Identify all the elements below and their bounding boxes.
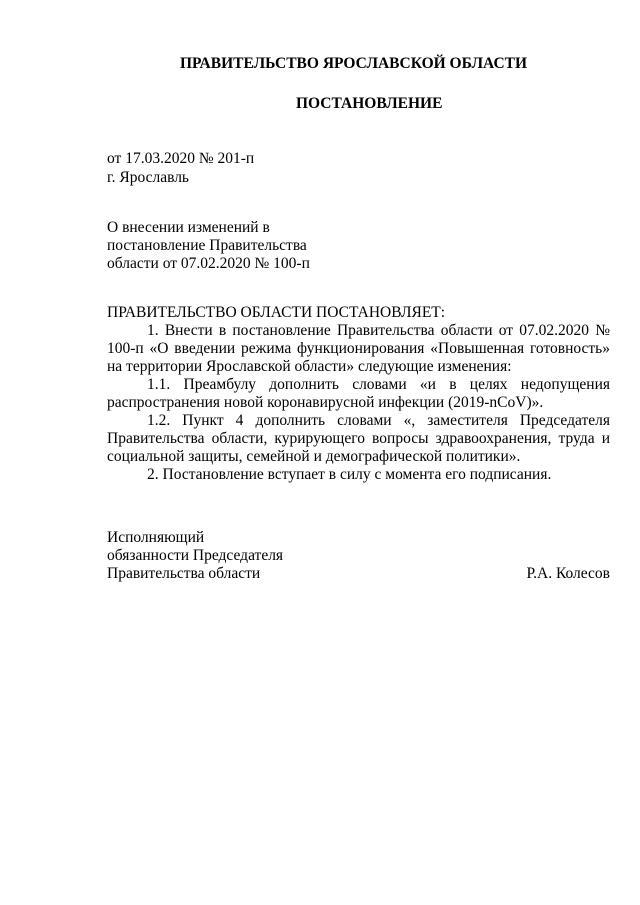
paragraph-item: 2. Постановление вступает в силу с момента его подписания. [147,466,552,483]
signer-title-line: Исполняющий [107,529,205,546]
document-meta [107,150,407,188]
document-subject [107,219,367,273]
paragraph-item: 1.1. Преамбулу дополнить словами «и в целях недопущения распространения новой коронавирусной инфекции (2019-nCoV)». [107,376,610,411]
signer-title-row [107,565,610,583]
subject-line: постановление Правительства [107,237,307,254]
document-type: ПОСТАНОВЛЕНИЕ [296,95,443,112]
city: г. Ярославль [107,169,189,186]
signer-name: Р.А. Колесов [526,565,610,582]
subject-line: области от 07.02.2020 № 100-п [107,255,310,272]
decrees-heading: ПРАВИТЕЛЬСТВО ОБЛАСТИ ПОСТАНОВЛЯЕТ: [107,304,446,321]
paragraph-item: 1. Внести в постановление Правительства области от 07.02.2020 № 100-п «О введении режима функционирования «Повышенная готовность» на территории Ярославской области» следующие изменения: [107,322,610,375]
signature-block [107,529,610,583]
paragraph-item: 1.2. Пункт 4 дополнить словами «, заместителя Председателя Правительства области, курирующего вопросы здравоохранения, труда и социальной защиты, семейной и демографической политики». [107,412,610,465]
subject-line: О внесении изменений в [107,219,270,236]
government-title: ПРАВИТЕЛЬСТВО ЯРОСЛАВСКОЙ ОБЛАСТИ [180,55,528,72]
signer-title-line: Правительства области [107,565,261,582]
signer-title-line: обязанности Председателя [107,547,284,564]
document-body [107,304,610,484]
date-number: от 17.03.2020 № 201-п [107,150,255,167]
